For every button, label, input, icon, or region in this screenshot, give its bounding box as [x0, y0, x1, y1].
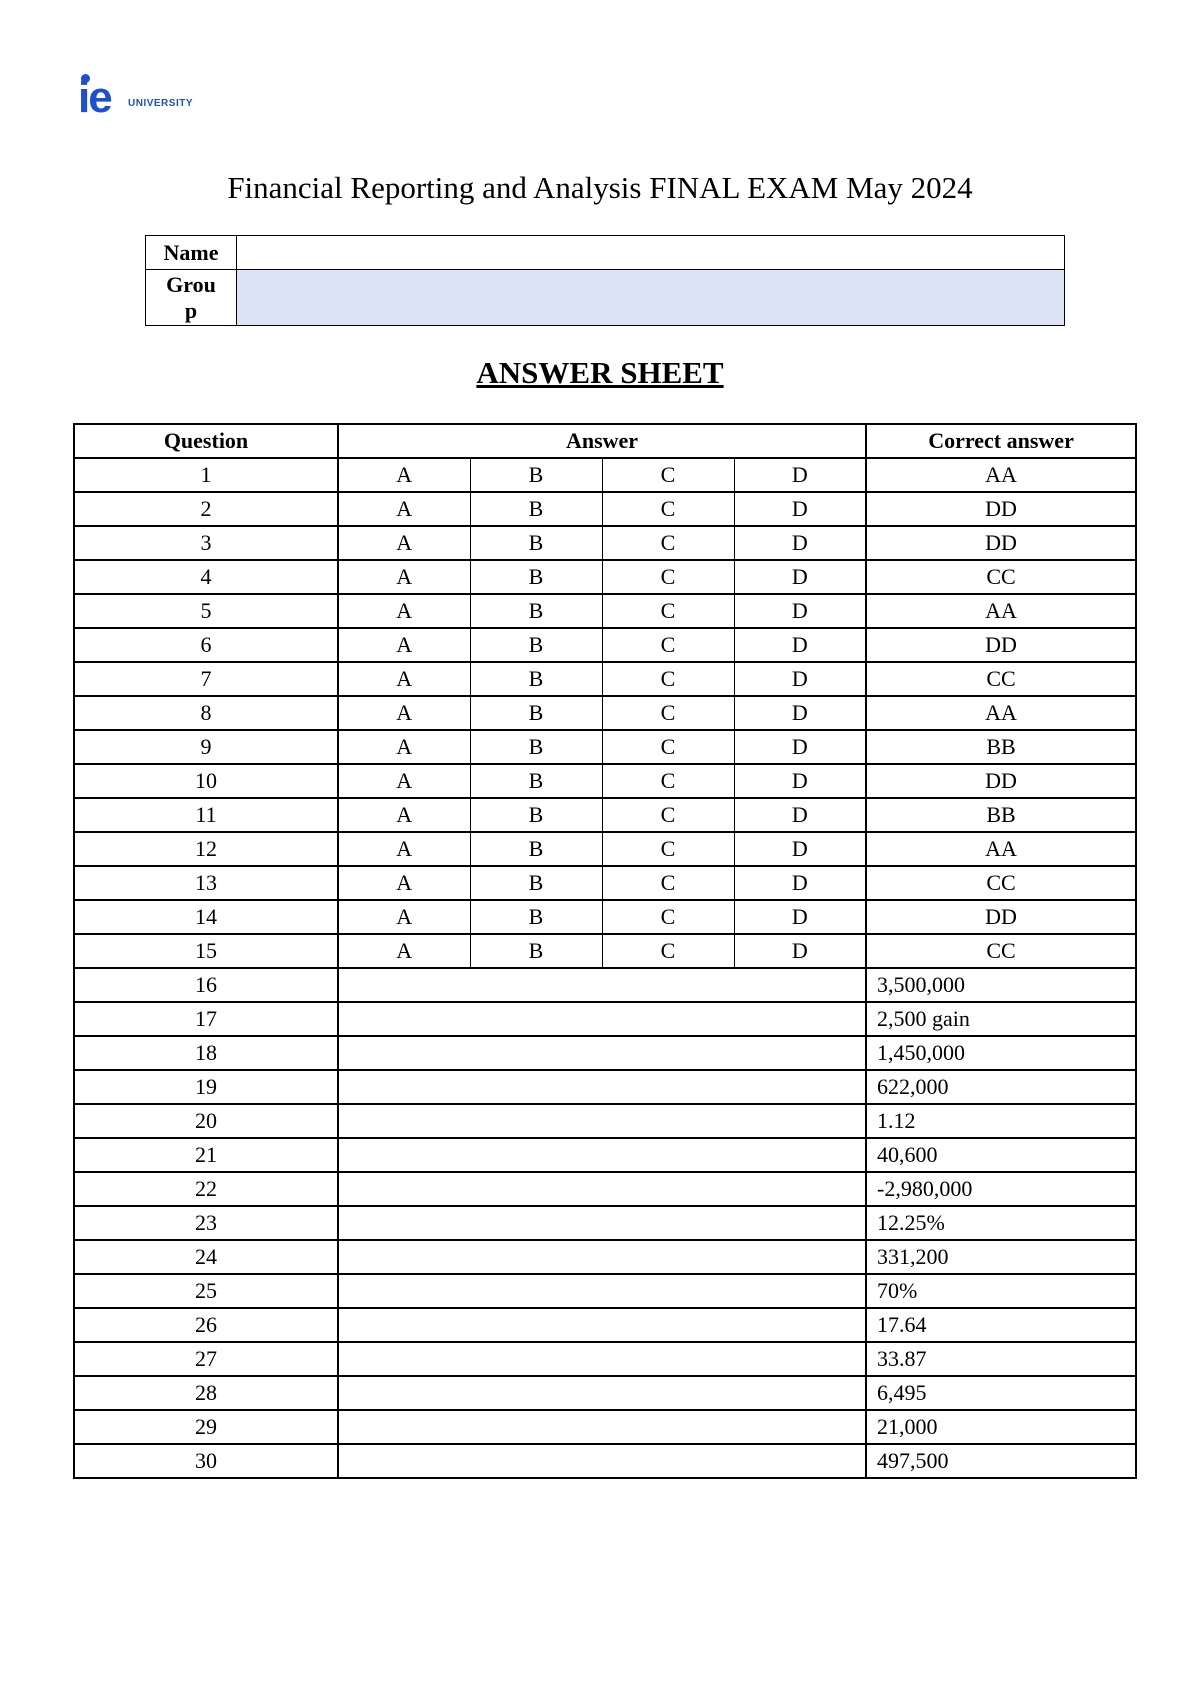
option-c-cell[interactable]: C [602, 526, 734, 560]
answer-header: Answer [338, 424, 866, 458]
table-row [74, 730, 1136, 764]
correct-answer: -2,980,000 [866, 1172, 1136, 1206]
answer-field[interactable] [338, 1138, 866, 1172]
correct-answer: 6,495 [866, 1376, 1136, 1410]
option-c-cell[interactable]: C [602, 696, 734, 730]
table-row [74, 798, 1136, 832]
table-row [74, 1308, 1136, 1342]
option-c-cell[interactable]: C [602, 798, 734, 832]
table-row [74, 1274, 1136, 1308]
name-label: Name [146, 236, 237, 270]
correct-answer: CC [866, 560, 1136, 594]
correct-answer: DD [866, 900, 1136, 934]
option-b-cell[interactable]: B [470, 594, 602, 628]
answer-field[interactable] [338, 1240, 866, 1274]
option-d-cell[interactable]: D [734, 798, 866, 832]
name-field[interactable] [237, 236, 1065, 270]
question-number: 17 [74, 1002, 338, 1036]
answer-sheet-title: ANSWER SHEET [476, 355, 724, 390]
table-row [74, 526, 1136, 560]
option-d-cell[interactable]: D [734, 696, 866, 730]
option-a-cell[interactable]: A [338, 662, 470, 696]
table-row [74, 832, 1136, 866]
option-c-cell[interactable]: C [602, 492, 734, 526]
option-d-cell[interactable]: D [734, 492, 866, 526]
option-a-cell[interactable]: A [338, 628, 470, 662]
option-a-cell[interactable]: A [338, 934, 470, 968]
correct-answer: CC [866, 662, 1136, 696]
answer-field[interactable] [338, 1002, 866, 1036]
table-row [74, 594, 1136, 628]
correct-answer: DD [866, 526, 1136, 560]
option-a-cell[interactable]: A [338, 526, 470, 560]
correct-answer: 331,200 [866, 1240, 1136, 1274]
correct-answer: BB [866, 798, 1136, 832]
answer-field[interactable] [338, 1308, 866, 1342]
option-c-cell[interactable]: C [602, 594, 734, 628]
correct-answer: AA [866, 696, 1136, 730]
table-row [74, 1206, 1136, 1240]
student-info-table [145, 235, 1065, 326]
answer-field[interactable] [338, 1172, 866, 1206]
option-d-cell[interactable]: D [734, 934, 866, 968]
question-number: 27 [74, 1342, 338, 1376]
table-row [74, 900, 1136, 934]
correct-answer: 70% [866, 1274, 1136, 1308]
option-a-cell[interactable]: A [338, 798, 470, 832]
group-label-text: Grou p [166, 271, 216, 323]
answer-field[interactable] [338, 1274, 866, 1308]
option-c-cell[interactable]: C [602, 662, 734, 696]
question-number: 5 [74, 594, 338, 628]
correct-answer: 3,500,000 [866, 968, 1136, 1002]
option-d-cell[interactable]: D [734, 458, 866, 492]
question-header: Question [74, 424, 338, 458]
correct-answer: 12.25% [866, 1206, 1136, 1240]
question-number: 30 [74, 1444, 338, 1478]
correct-answer: 40,600 [866, 1138, 1136, 1172]
option-a-cell[interactable]: A [338, 764, 470, 798]
question-number: 1 [74, 458, 338, 492]
question-number: 4 [74, 560, 338, 594]
option-d-cell[interactable]: D [734, 866, 866, 900]
option-b-cell[interactable]: B [470, 866, 602, 900]
correct-answer: DD [866, 764, 1136, 798]
question-number: 12 [74, 832, 338, 866]
option-d-cell[interactable]: D [734, 560, 866, 594]
table-row [74, 1410, 1136, 1444]
question-number: 26 [74, 1308, 338, 1342]
option-b-cell[interactable]: B [470, 526, 602, 560]
question-number: 15 [74, 934, 338, 968]
table-row [74, 1002, 1136, 1036]
option-a-cell[interactable]: A [338, 730, 470, 764]
option-c-cell[interactable]: C [602, 628, 734, 662]
correct-answer: CC [866, 934, 1136, 968]
group-label [146, 270, 237, 326]
option-b-cell[interactable]: B [470, 900, 602, 934]
table-row [74, 696, 1136, 730]
option-b-cell[interactable]: B [470, 662, 602, 696]
correct-answer: 2,500 gain [866, 1002, 1136, 1036]
correct-answer: 1.12 [866, 1104, 1136, 1138]
option-c-cell[interactable]: C [602, 900, 734, 934]
table-row [74, 1342, 1136, 1376]
group-field[interactable] [237, 270, 1065, 326]
option-c-cell[interactable]: C [602, 458, 734, 492]
table-row [74, 628, 1136, 662]
table-row [74, 1240, 1136, 1274]
option-a-cell[interactable]: A [338, 866, 470, 900]
ie-university-logo [78, 74, 208, 124]
option-b-cell[interactable]: B [470, 764, 602, 798]
question-number: 21 [74, 1138, 338, 1172]
option-b-cell[interactable]: B [470, 458, 602, 492]
question-number: 24 [74, 1240, 338, 1274]
question-number: 13 [74, 866, 338, 900]
question-number: 29 [74, 1410, 338, 1444]
option-a-cell[interactable]: A [338, 458, 470, 492]
correct-answer: 33.87 [866, 1342, 1136, 1376]
option-a-cell[interactable]: A [338, 696, 470, 730]
correct-answer: 622,000 [866, 1070, 1136, 1104]
table-row [74, 662, 1136, 696]
question-number: 10 [74, 764, 338, 798]
option-d-cell[interactable]: D [734, 594, 866, 628]
answer-field[interactable] [338, 1376, 866, 1410]
table-row [74, 492, 1136, 526]
option-a-cell[interactable]: A [338, 900, 470, 934]
option-b-cell[interactable]: B [470, 492, 602, 526]
option-d-cell[interactable]: D [734, 730, 866, 764]
option-c-cell[interactable]: C [602, 832, 734, 866]
option-c-cell[interactable]: C [602, 866, 734, 900]
question-number: 14 [74, 900, 338, 934]
answer-field[interactable] [338, 1410, 866, 1444]
correct-answer: DD [866, 628, 1136, 662]
correct-answer: 17.64 [866, 1308, 1136, 1342]
option-a-cell[interactable]: A [338, 832, 470, 866]
table-row [74, 764, 1136, 798]
option-c-cell[interactable]: C [602, 764, 734, 798]
answer-field[interactable] [338, 1206, 866, 1240]
exam-title: Financial Reporting and Analysis FINAL EXAM May 2024 [227, 170, 973, 205]
option-b-cell[interactable]: B [470, 560, 602, 594]
table-row [74, 1104, 1136, 1138]
option-d-cell[interactable]: D [734, 900, 866, 934]
table-row [74, 866, 1136, 900]
option-d-cell[interactable]: D [734, 662, 866, 696]
option-a-cell[interactable]: A [338, 492, 470, 526]
option-b-cell[interactable]: B [470, 628, 602, 662]
table-row [74, 458, 1136, 492]
question-number: 7 [74, 662, 338, 696]
table-row [74, 1036, 1136, 1070]
answer-field[interactable] [338, 1444, 866, 1478]
option-c-cell[interactable]: C [602, 560, 734, 594]
question-number: 9 [74, 730, 338, 764]
option-b-cell[interactable]: B [470, 696, 602, 730]
question-number: 11 [74, 798, 338, 832]
table-row [74, 1172, 1136, 1206]
option-d-cell[interactable]: D [734, 832, 866, 866]
question-number: 6 [74, 628, 338, 662]
correct-answer: 21,000 [866, 1410, 1136, 1444]
option-d-cell[interactable]: D [734, 628, 866, 662]
option-b-cell[interactable]: B [470, 798, 602, 832]
table-row [74, 560, 1136, 594]
option-b-cell[interactable]: B [470, 730, 602, 764]
correct-answer: AA [866, 458, 1136, 492]
question-number: 25 [74, 1274, 338, 1308]
correct-answer: BB [866, 730, 1136, 764]
option-a-cell[interactable]: A [338, 594, 470, 628]
question-number: 19 [74, 1070, 338, 1104]
answer-field[interactable] [338, 1036, 866, 1070]
option-d-cell[interactable]: D [734, 764, 866, 798]
table-row [74, 1070, 1136, 1104]
answer-field[interactable] [338, 1104, 866, 1138]
question-number: 2 [74, 492, 338, 526]
question-number: 28 [74, 1376, 338, 1410]
question-number: 16 [74, 968, 338, 1002]
logo-brand: ie [78, 73, 111, 122]
question-number: 18 [74, 1036, 338, 1070]
answer-field[interactable] [338, 1342, 866, 1376]
table-row [74, 934, 1136, 968]
option-c-cell[interactable]: C [602, 934, 734, 968]
correct-answer: 497,500 [866, 1444, 1136, 1478]
option-d-cell[interactable]: D [734, 526, 866, 560]
question-number: 22 [74, 1172, 338, 1206]
option-b-cell[interactable]: B [470, 934, 602, 968]
question-number: 20 [74, 1104, 338, 1138]
question-number: 3 [74, 526, 338, 560]
table-row [74, 1444, 1136, 1478]
option-b-cell[interactable]: B [470, 832, 602, 866]
table-row [74, 1138, 1136, 1172]
question-number: 23 [74, 1206, 338, 1240]
correct-answer-header: Correct answer [866, 424, 1136, 458]
correct-answer: AA [866, 594, 1136, 628]
question-number: 8 [74, 696, 338, 730]
option-a-cell[interactable]: A [338, 560, 470, 594]
correct-answer: DD [866, 492, 1136, 526]
table-row [74, 968, 1136, 1002]
correct-answer: AA [866, 832, 1136, 866]
correct-answer: 1,450,000 [866, 1036, 1136, 1070]
answer-field[interactable] [338, 968, 866, 1002]
correct-answer: CC [866, 866, 1136, 900]
logo-subtitle: UNIVERSITY [128, 98, 194, 109]
answer-table [73, 423, 1137, 1479]
table-row [74, 1376, 1136, 1410]
answer-field[interactable] [338, 1070, 866, 1104]
option-c-cell[interactable]: C [602, 730, 734, 764]
